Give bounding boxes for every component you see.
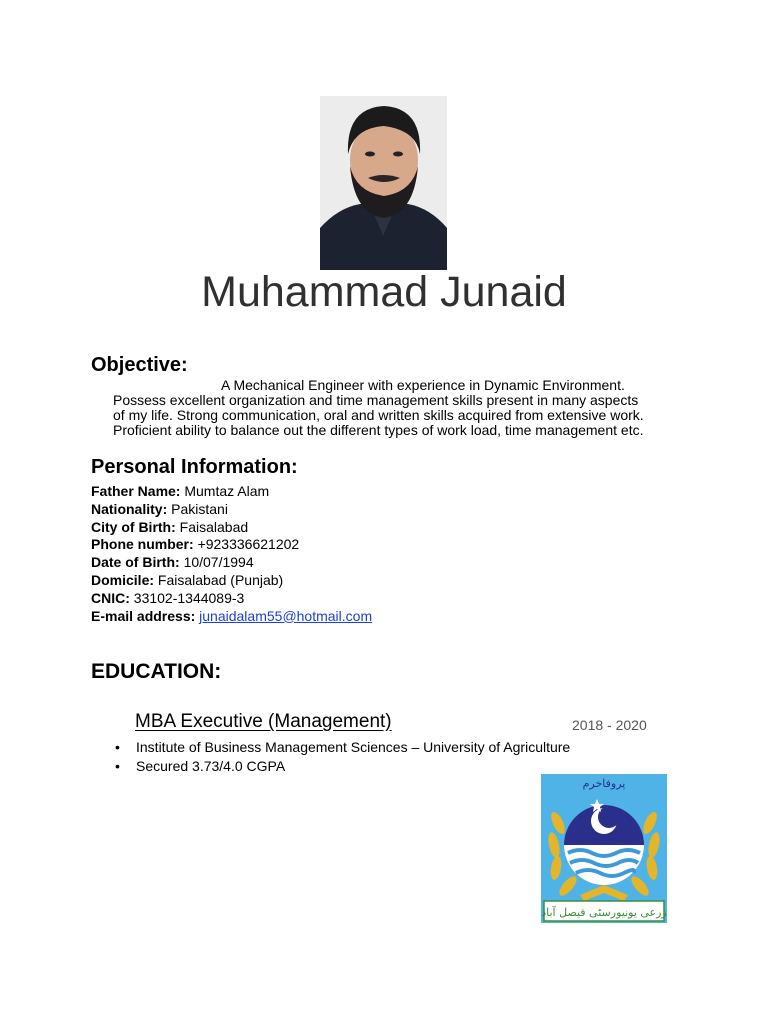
cnic-row: CNIC: 33102-1344089-3 (91, 589, 245, 606)
logo-top-script: پروفاخرم (582, 777, 626, 790)
list-item: • Institute of Business Management Sciences – University of Agriculture (115, 739, 571, 755)
objective-text (113, 378, 703, 438)
father-name-row: Father Name: Mumtaz Alam (91, 483, 270, 499)
list-item: • Secured 3.73/4.0 CGPA (115, 757, 286, 774)
objective-line: A Mechanical Engineer with experience in Dynamic Environment. (221, 377, 625, 393)
objective-line: Proficient ability to balance out the different types of work load, time management etc. (113, 422, 644, 438)
objective-line: of my life. Strong communication, oral and written skills acquired from extensive work. (113, 407, 644, 423)
email-link[interactable]: junaidalam55@hotmail.com (199, 607, 373, 624)
degree-dates: 2018 - 2020 (572, 717, 647, 733)
nationality-row: Nationality: Pakistani (91, 500, 228, 517)
date-of-birth-row: Date of Birth: 10/07/1994 (91, 554, 254, 571)
personal-info-heading: Personal Information: (91, 456, 298, 478)
bullet-icon: • (115, 739, 120, 755)
education-details (115, 738, 570, 775)
degree-title: MBA Executive (Management) (135, 711, 392, 732)
education-heading: EDUCATION: (91, 660, 222, 683)
profile-photo (320, 96, 447, 270)
bullet-icon: • (115, 757, 120, 774)
email-row: E-mail address: junaidalam55@hotmail.com (91, 607, 373, 624)
objective-line: Possess excellent organization and time management skills present in many aspects (113, 392, 639, 408)
personal-info-list (91, 483, 372, 625)
phone-row: Phone number: +923336621202 (91, 536, 300, 553)
domicile-row: Domicile: Faisalabad (Punjab) (91, 571, 284, 588)
objective-heading: Objective: (91, 354, 188, 376)
city-of-birth-row: City of Birth: Faisalabad (91, 518, 249, 535)
logo-bottom-script: زرعی یونیورسٹی فیصل آباد (541, 906, 667, 919)
university-logo (540, 773, 668, 924)
candidate-name: Muhammad Junaid (201, 268, 567, 316)
